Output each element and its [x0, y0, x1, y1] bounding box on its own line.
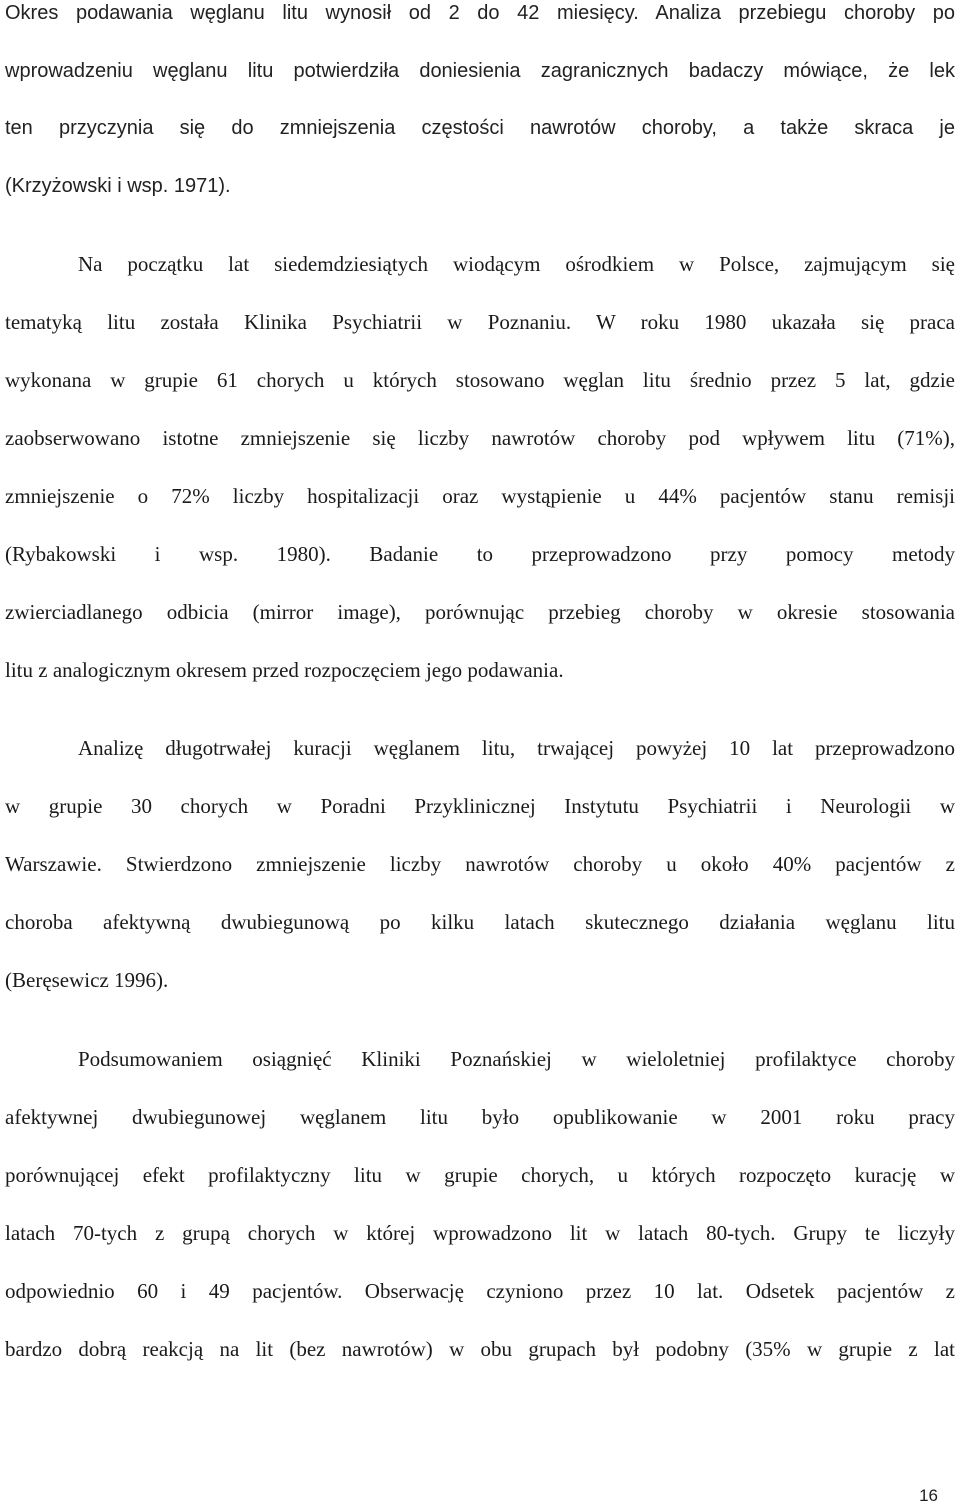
paragraph-line: tematyką litu została Klinika Psychiatrii w Poznaniu. W roku 1980 ukazała się praca [5, 310, 955, 334]
paragraph-line: zwierciadlanego odbicia (mirror image), porównując przebieg choroby w okresie stosowania [5, 600, 955, 624]
paragraph-line: latach 70-tych z grupą chorych w której wprowadzono lit w latach 80-tych. Grupy te liczyły [5, 1221, 955, 1245]
paragraph-line: porównującej efekt profilaktyczny litu w grupie chorych, u których rozpoczęto kurację w [5, 1163, 955, 1187]
paragraph-line: Podsumowaniem osiągnięć Kliniki Poznańskiej w wieloletniej profilaktyce choroby [78, 1047, 955, 1071]
paragraph-line: Okres podawania węglanu litu wynosił od 2 do 42 miesięcy. Analiza przebiegu choroby po [5, 2, 955, 24]
paragraph-line: bardzo dobrą reakcją na lit (bez nawrotów) w obu grupach był podobny (35% w grupie z lat [5, 1337, 955, 1361]
paragraph-line: Analizę długotrwałej kuracji węglanem litu, trwającej powyżej 10 lat przeprowadzono [78, 736, 955, 760]
paragraph-line: afektywnej dwubiegunowej węglanem litu było opublikowanie w 2001 roku pracy [5, 1105, 955, 1129]
page-number: 16 [919, 1486, 938, 1505]
paragraph-line: (Beręsewicz 1996). [5, 968, 169, 992]
paragraph-line: wykonana w grupie 61 chorych u których stosowano węglan litu średnio przez 5 lat, gdzie [5, 368, 955, 392]
paragraph-line: Na początku lat siedemdziesiątych wiodącym ośrodkiem w Polsce, zajmującym się [78, 252, 955, 276]
paragraph-line: zaobserwowano istotne zmniejszenie się liczby nawrotów choroby pod wpływem litu (71%), [5, 426, 955, 450]
paragraph-line: (Rybakowski i wsp. 1980). Badanie to przeprowadzono przy pomocy metody [5, 542, 955, 566]
paragraph-line: wprowadzeniu węglanu litu potwierdziła doniesienia zagranicznych badaczy mówiące, że lek [5, 60, 955, 82]
paragraph-line: litu z analogicznym okresem przed rozpoczęciem jego podawania. [5, 658, 564, 682]
paragraph-line: choroba afektywną dwubiegunową po kilku latach skutecznego działania węglanu litu [5, 910, 955, 934]
paragraph-line: ten przyczynia się do zmniejszenia częstości nawrotów choroby, a także skraca je [5, 117, 955, 139]
paragraph-line: odpowiednio 60 i 49 pacjentów. Obserwację czyniono przez 10 lat. Odsetek pacjentów z [5, 1279, 955, 1303]
paragraph-line: zmniejszenie o 72% liczby hospitalizacji oraz wystąpienie u 44% pacjentów stanu remisji [5, 484, 955, 508]
paragraph-line: w grupie 30 chorych w Poradni Przyklinicznej Instytutu Psychiatrii i Neurologii w [5, 794, 955, 818]
paragraph-line: (Krzyżowski i wsp. 1971). [5, 175, 231, 197]
paragraph-line: Warszawie. Stwierdzono zmniejszenie liczby nawrotów choroby u około 40% pacjentów z [5, 852, 955, 876]
